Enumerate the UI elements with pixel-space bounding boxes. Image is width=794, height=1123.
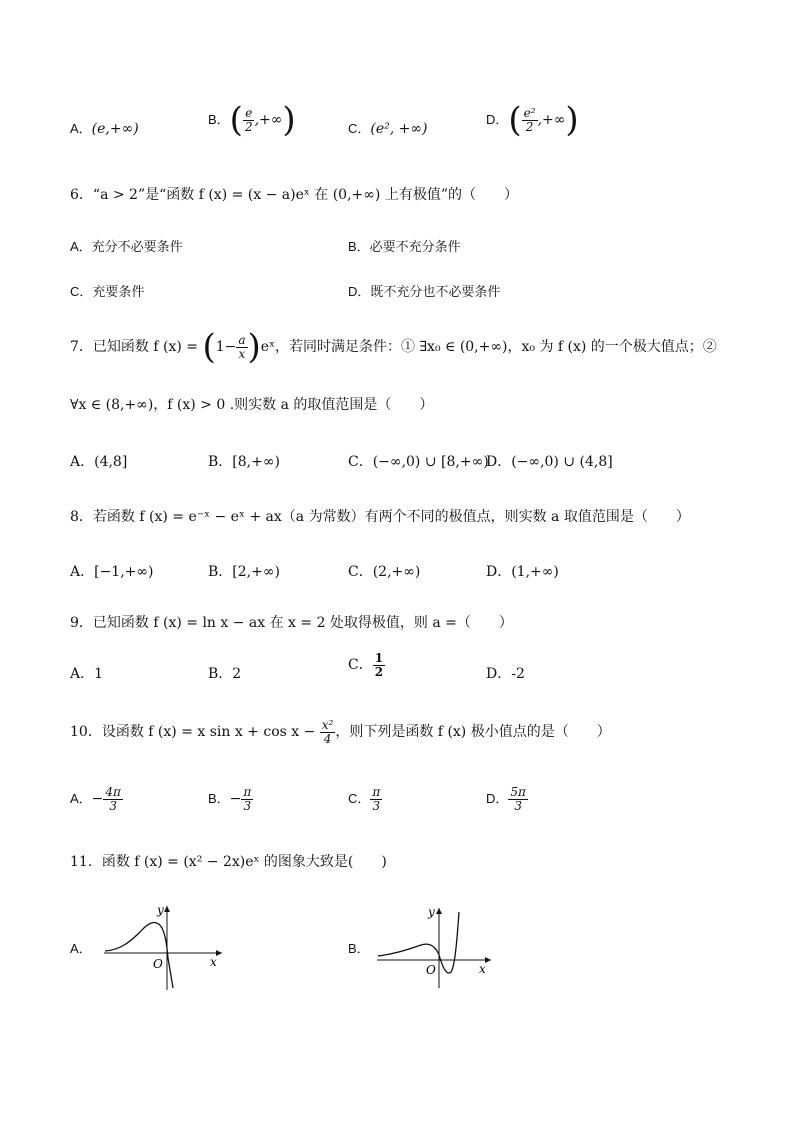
origin-label: O xyxy=(426,963,436,977)
q6-stem: 6．“a > 2”是“函数 f (x) = (x − a)eˣ 在 (0,+∞) 上有极值”的（ ） xyxy=(70,187,518,203)
left-paren: ( xyxy=(202,327,216,367)
numerator: 4π xyxy=(105,785,121,799)
option-letter: C． xyxy=(348,657,373,674)
q11-graph-a xyxy=(100,900,230,995)
y-axis-arrow xyxy=(164,906,170,912)
q7-option-a: A．(4,8] xyxy=(70,454,128,470)
option-letter: C． xyxy=(348,121,371,136)
denominator: 3 xyxy=(514,798,522,813)
option-letter: D． xyxy=(486,791,509,807)
numerator: e² xyxy=(523,105,536,120)
denominator: 2 xyxy=(525,119,534,134)
q9-option-d: D．-2 xyxy=(486,666,525,682)
origin-label: O xyxy=(153,957,163,971)
y-label: y xyxy=(428,905,435,919)
q8-option-a: A．[−1,+∞) xyxy=(70,564,154,580)
q7-option-d: D．(−∞,0) ∪ (4,8] xyxy=(486,454,613,470)
q8-option-d: D．(1,+∞) xyxy=(486,564,559,580)
denominator: 3 xyxy=(109,798,117,813)
q10-option-b xyxy=(208,786,253,812)
fraction xyxy=(508,786,528,812)
denominator: 2 xyxy=(244,119,253,134)
x-axis-arrow xyxy=(216,950,222,956)
fraction xyxy=(241,786,253,812)
q11-stem: 11．函数 f (x) = (x² − 2x)eˣ 的图象大致是( ) xyxy=(70,854,387,870)
q7-stem-part-a: 7．已知函数 f (x) = xyxy=(70,339,203,355)
curve xyxy=(105,922,173,988)
x-label: x xyxy=(210,955,217,969)
q8-option-c: C．(2,+∞) xyxy=(348,564,421,580)
q6-option-a: A．充分不必要条件 xyxy=(70,239,183,254)
option-math: (e², +∞) xyxy=(370,121,428,137)
numerator: 5π xyxy=(510,785,526,799)
q11-option-b: B． xyxy=(348,941,370,956)
option-sign: − xyxy=(229,791,242,808)
denominator: 3 xyxy=(243,798,252,813)
q7-stem-line2: ∀x ∈ (8,+∞)，f (x) > 0 .则实数 a 的取值范围是（ ） xyxy=(70,397,434,413)
fraction xyxy=(103,786,123,812)
option-letter: B． xyxy=(208,791,230,807)
right-paren: ) xyxy=(282,100,296,140)
q6-option-b: B．必要不充分条件 xyxy=(348,239,461,254)
q10-option-d xyxy=(486,786,528,812)
fraction xyxy=(522,107,538,133)
q10-stem xyxy=(70,719,611,745)
option-letter: D． xyxy=(486,112,509,127)
q10-option-a xyxy=(70,786,123,812)
q5-option-d xyxy=(486,100,579,140)
fraction xyxy=(373,652,385,678)
q8-stem: 8．若函数 f (x) = e⁻ˣ − eˣ + ax（a 为常数）有两个不同的极值点，则实数 a 取值范围是（ ） xyxy=(70,509,690,525)
option-math: (e,+∞) xyxy=(91,121,139,137)
option-letter: A． xyxy=(70,791,92,807)
one: 1− xyxy=(215,339,237,355)
q9-option-c xyxy=(348,652,385,678)
q9-option-b: B．2 xyxy=(208,666,242,682)
option-sign: − xyxy=(91,791,104,808)
numerator: x² xyxy=(321,718,334,732)
left-paren: ( xyxy=(508,100,522,140)
q10-option-c xyxy=(348,786,382,812)
fraction xyxy=(243,107,255,133)
option-letter: C． xyxy=(348,791,371,807)
q7-option-c: C．(−∞,0) ∪ [8,+∞) xyxy=(348,454,489,470)
q9-option-a: A．1 xyxy=(70,666,104,682)
q7-stem-part-b: eˣ，若同时满足条件：① ∃x₀ ∈ (0,+∞)，x₀ 为 f (x) 的一个极大值点；② xyxy=(260,339,717,355)
q7-option-b: B．[8,+∞) xyxy=(208,454,280,470)
denominator: 3 xyxy=(372,798,381,813)
right-paren: ) xyxy=(565,100,579,140)
fraction xyxy=(236,334,247,360)
right-paren: ) xyxy=(247,327,261,367)
q10-stem-part-b: ，则下列是函数 f (x) 极小值点的是（ ） xyxy=(335,724,611,741)
q11-graph-b xyxy=(375,900,500,995)
y-label: y xyxy=(157,903,164,917)
q6-option-d: D．既不充分也不必要条件 xyxy=(348,284,501,299)
x-label: x xyxy=(479,962,486,976)
q5-option-c xyxy=(348,118,428,137)
q8-option-b: B．[2,+∞) xyxy=(208,564,280,580)
q6-option-c: C．充要条件 xyxy=(70,284,145,299)
denominator: x xyxy=(238,346,246,361)
left-paren: ( xyxy=(229,100,243,140)
denominator: 2 xyxy=(374,664,384,679)
option-letter: A． xyxy=(70,121,92,136)
numerator: 1 xyxy=(374,651,384,665)
numerator: π xyxy=(372,785,381,799)
numerator: e xyxy=(245,105,253,120)
fraction xyxy=(320,719,336,745)
option-letter: B． xyxy=(208,112,230,127)
y-axis-arrow xyxy=(436,908,442,914)
x-axis-arrow xyxy=(485,957,491,963)
numerator: π xyxy=(243,785,252,799)
numerator: a xyxy=(238,332,246,347)
q10-stem-part-a: 10．设函数 f (x) = x sin x + cos x − xyxy=(70,724,320,741)
fraction xyxy=(370,786,382,812)
q9-stem: 9．已知函数 f (x) = ln x − ax 在 x = 2 处取得极值，则 a =（ ） xyxy=(70,615,513,631)
option-tail: ,+∞ xyxy=(537,112,566,128)
option-tail: ,+∞ xyxy=(254,112,283,128)
q7-stem-line1 xyxy=(70,327,717,367)
q5-option-a xyxy=(70,118,139,137)
curve xyxy=(378,912,459,973)
q5-option-b xyxy=(208,100,296,140)
denominator: 4 xyxy=(323,731,332,746)
q11-option-a: A． xyxy=(70,941,92,956)
